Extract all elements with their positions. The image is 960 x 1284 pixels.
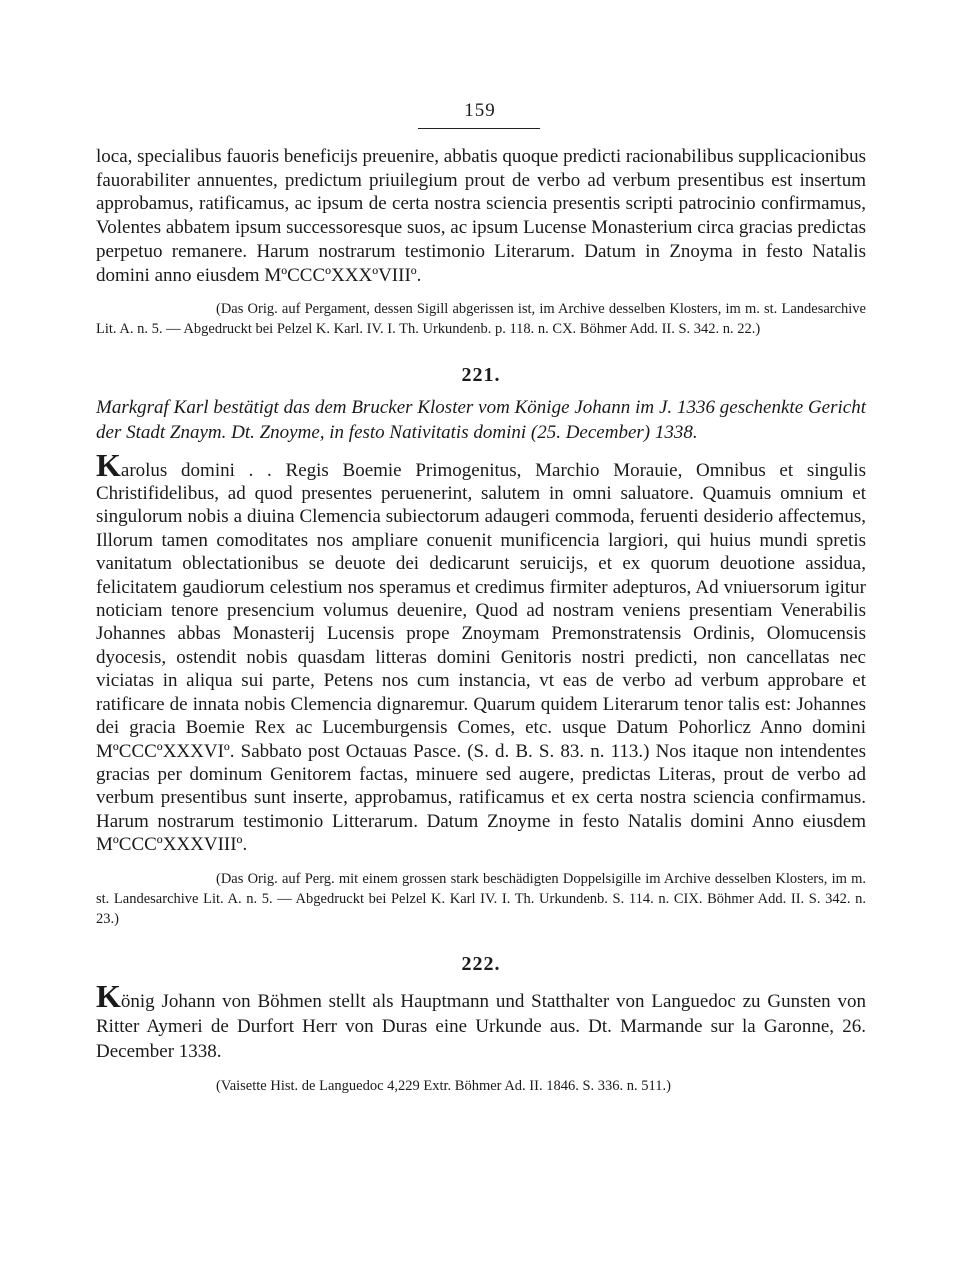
- continuation-note: (Das Orig. auf Pergament, dessen Sigill abgerissen ist, im Archive desselben Klosters, im m. st. Landesarchive Lit. A. n. 5. — Abgedruckt bei Pelzel K. Karl. IV. I. Th. Urkundenb. p. 118. n. CX. Böhmer Add. II. S. 342. n. 22.): [96, 301, 866, 338]
- header-rule: [418, 128, 540, 129]
- document-summary-222: [96, 978, 866, 1064]
- continuation-text: loca, specialibus fauoris beneficijs preuenire, abbatis quoque predicti racionabilibus supplicacionibus fauorabiliter annuentes, predictum priuilegium prout de verbo ad verbum presentibus est insertum approbamus, ratificamus, ac ipsum de certa nostra sciencia presentis scripti patrocinio confirmamus, Volentes abbatem ipsum successoresque suos, ac ipsum Lucense Monasterium circa gracias predictas perpetuo remanere. Harum nostrarum testimonio Literarum. Datum in Znoyma in festo Natalis domini anno eiusdem MºCCCºXXXºVIIIº.: [96, 146, 866, 286]
- page-content: [96, 145, 866, 1096]
- document-number-221: 221.: [461, 363, 501, 386]
- document-note-222: (Vaisette Hist. de Languedoc 4,229 Extr. Böhmer Ad. II. 1846. S. 336. n. 511.): [216, 1078, 671, 1095]
- page-number: 159: [464, 100, 496, 121]
- document-text-221-body: arolus domini . . Regis Boemie Primogenitus, Marchio Morauie, Omnibus et singulis Christifidelibus, ad quod presentes peruenerint, salutem in omni saluatore. Quamuis omnium et singulorum nobis a diuina Clemencia subiectorum adaugeri commoda, feruenti desiderio affectemus, Illorum tamen comoditates nos ampliare conuenit munificencia largiori, qui huius mundi spretis vanitatum oblectationibus se deuote dei dedicarunt seruicijs, et ex quorum deuotione assidua, felicitatem gaudiorum celestium nos speramus et credimus firmiter adepturos, Ad vniuersorum igitur noticiam tenore presencium volumus deuenire, Quod ad nostram veniens presentiam Venerabilis Johannes abbas Monasterij Lucensis prope Znoymam Premonstratensis Ordinis, Olomucensis dyocesis, ostendit nobis quasdam litteras domini Genitoris nostri predicti, non cancellatas nec viciatas in aliqua sui parte, Petens nos cum instancia, vt eas de verbo ad verbum approbare et ratificare de innata nobis Clemencia dignaremur. Quarum quidem Literarum tenor talis est: Johannes dei gracia Boemie Rex ac Lucemburgensis Comes, etc. usque Datum Pohorlicz Anno domini MºCCCºXXXVIº. Sabbato post Octauas Pasce. (S. d. B. S. 83. n. 113.) Nos itaque non intendentes gracias per dominum Genitorem factas, minuere sed augere, predictas Literas, prout de verbo ad verbum presentibus sunt inserte, approbamus, ratificamus et ex certa nostra sciencia confirmamus. Harum nostrarum testimonio Litterarum. Datum Znoyme in festo Natalis domini Anno eiusdem MºCCCºXXXVIIIº.: [96, 459, 866, 856]
- initial-letter: K: [96, 978, 121, 1015]
- initial-letter: K: [96, 446, 121, 483]
- document-text-221: [96, 446, 866, 857]
- document-summary-222-body: önig Johann von Böhmen stellt als Hauptmann und Statthalter von Languedoc zu Gunsten von Ritter Aymeri de Durfort Herr von Duras eine Urkunde aus. Dt. Marmande sur la Garonne, 26. December 1338.: [96, 991, 866, 1063]
- document-number-222: 222.: [461, 953, 501, 976]
- document-note-221: (Das Orig. auf Perg. mit einem grossen stark beschädigten Doppelsigille im Archive desselben Klosters, im m. st. Landesarchive Lit. A. n. 5. — Abgedruckt bei Pelzel K. Karl IV. I. Th. Urkundenb. S. 114. n. CIX. Böhmer Add. II. S. 342. n. 23.): [96, 870, 866, 927]
- document-summary-221: Markgraf Karl bestätigt das dem Brucker Kloster vom Könige Johann im J. 1336 geschenkte Gericht der Stadt Znaym. Dt. Znoyme, in festo Nativitatis domini (25. December) 1338.: [96, 396, 866, 443]
